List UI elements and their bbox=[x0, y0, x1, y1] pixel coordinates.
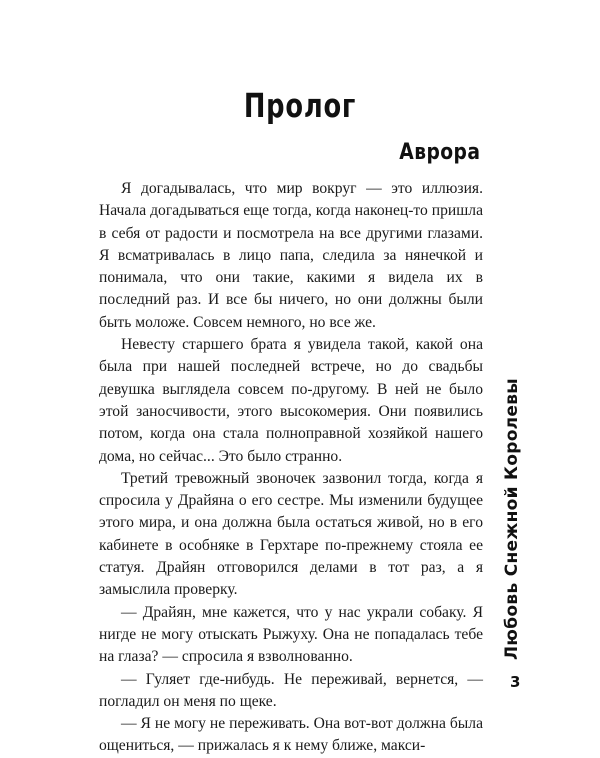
paragraph: Я догадывалась, что мир вокруг — это иллюзия. Начала догадываться еще тогда, когда наконец-то пришла в себя от радости и посмотрела на все другими глазами. Я всматривалась в лицо папа, следила за нянечкой и понимала, что они такие, какими я видела их в последний раз. И все бы ничего, но они должны были быть моложе. Совсем немного, но все же. bbox=[99, 180, 483, 331]
running-book-title: Любовь Снежной Королевы bbox=[502, 378, 522, 660]
body-text bbox=[99, 178, 483, 758]
page-number: 3 bbox=[510, 673, 521, 691]
paragraph: — Драйян, мне кажется, что у нас украли собаку. Я нигде не могу отыскать Рыжуху. Она не попадалась тебе на глаза? — спросила я взволнованно. bbox=[99, 603, 483, 666]
paragraph: Третий тревожный звоночек зазвонил тогда, когда я спросила у Драйяна о его сестре. Мы изменили будущее этого мира, и она должна была остаться живой, но в его кабинете в особняке в Герхтаре по-прежнему стояла ее статуя. Драйян отговорился делами в тот раз, а я замыслила проверку. bbox=[99, 469, 483, 599]
paragraph: — Я не могу не переживать. Она вот-вот должна была ощениться, — прижалась я к нему ближе, макси- bbox=[99, 715, 483, 755]
paragraph: Невесту старшего брата я увидела такой, какой она была при нашей последней встрече, но до свадьбы девушка выглядела совсем по-другому. В ней не было этой заносчивости, этого высокомерия. Они появились потом, когда она стала полноправной хозяйкой нашего дома, но сейчас... Это было странно. bbox=[99, 336, 483, 465]
pov-character-name: Аврора bbox=[398, 140, 480, 165]
chapter-title: Пролог bbox=[243, 86, 357, 125]
paragraph: — Гуляет где-нибудь. Не переживай, вернется, — погладил он меня по щеке. bbox=[99, 670, 483, 710]
